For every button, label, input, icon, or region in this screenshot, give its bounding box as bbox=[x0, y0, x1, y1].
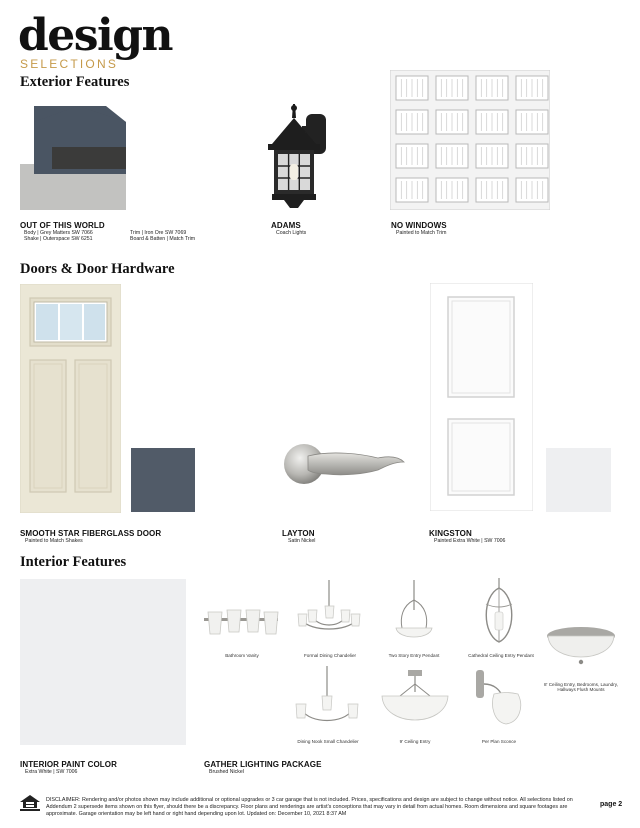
page-number: page 2 bbox=[600, 801, 623, 808]
bathroom-vanity-light-image bbox=[202, 606, 280, 640]
scheme-body: Body | Grey Matters SW 7066 bbox=[24, 230, 93, 236]
cathedral-pendant-image bbox=[480, 578, 518, 644]
logo-selections: SELECTIONS bbox=[20, 57, 119, 71]
disclaimer-text: DISCLAIMER: Rendering and/or photos shown may include additional or optional upgrades or 3 car garage that is not included. Prices, specifications and design are subject to change without notice. All selections listed on Addendum 2 supersede items shown on this flyer, should there be a discrepancy. Floor plans and renderings are artist's conceptions that may vary in detail from actual homes. Room dimensions and square footages are approximate. Garage orientation may be left hand or right hand depending upon lot. Updated on: December 10, 2021 8:37 AM bbox=[46, 797, 573, 817]
front-door-image bbox=[20, 284, 121, 513]
section-title-doors: Doors & Door Hardware bbox=[20, 261, 175, 277]
fixture-label-5: Dining Nook Small Chandelier bbox=[297, 739, 359, 744]
fixture-label-2: Two Story Entry Pendant bbox=[388, 653, 440, 658]
lighting-title: GATHER LIGHTING PACKAGE bbox=[204, 760, 322, 769]
interior-door-title: KINGSTON bbox=[429, 529, 472, 538]
equal-housing-icon bbox=[20, 795, 40, 811]
front-door-title: SMOOTH STAR FIBERGLASS DOOR bbox=[20, 529, 162, 538]
flush-mount-image bbox=[542, 624, 620, 674]
paint-sub: Extra White | SW 7006 bbox=[25, 769, 78, 775]
interior-door-sub: Painted Extra White | SW 7006 bbox=[434, 538, 506, 544]
garage-door-image bbox=[390, 70, 550, 210]
garage-sub: Painted to Match Trim bbox=[396, 230, 447, 236]
fixture-label-6: 9' Ceiling Entry bbox=[399, 739, 431, 744]
scheme-shake: Shake | Outerspace SW 6251 bbox=[24, 236, 93, 242]
sconce-image bbox=[472, 666, 526, 728]
body-swatch bbox=[20, 174, 126, 210]
house-color-scheme-image bbox=[20, 106, 126, 210]
front-door-sub: Painted to Match Shakes bbox=[25, 538, 83, 544]
trim-swatch bbox=[52, 147, 126, 169]
logo-design: design bbox=[18, 10, 173, 61]
fixture-label-1: Formal Dining Chandelier bbox=[303, 653, 357, 658]
scheme-title: OUT OF THIS WORLD bbox=[20, 221, 105, 230]
interior-paint-swatch bbox=[20, 579, 186, 745]
scheme-board-batten: Board & Batten | Match Trim bbox=[130, 236, 196, 242]
garage-title: NO WINDOWS bbox=[391, 221, 447, 230]
coach-light-image bbox=[262, 104, 328, 210]
ceiling-entry-light-image bbox=[380, 670, 450, 730]
fixture-label-3: Cathedral Ceiling Entry Pendant bbox=[468, 653, 534, 658]
formal-dining-chandelier-image bbox=[296, 580, 362, 646]
lighting-sub: Brushed Nickel bbox=[209, 769, 244, 775]
handle-title: LAYTON bbox=[282, 529, 315, 538]
fixture-label-7: Per Plan Sconce bbox=[481, 739, 517, 744]
light-title: ADAMS bbox=[271, 221, 301, 230]
interior-door-image bbox=[430, 283, 533, 511]
door-lever-image bbox=[282, 436, 408, 490]
paint-title: INTERIOR PAINT COLOR bbox=[20, 760, 117, 769]
fixture-label-0: Bathroom Vanity bbox=[225, 653, 259, 658]
two-story-pendant-image bbox=[392, 580, 436, 646]
section-title-interior: Interior Features bbox=[20, 554, 127, 570]
section-title-exterior: Exterior Features bbox=[20, 74, 130, 90]
dining-nook-chandelier-image bbox=[294, 666, 360, 734]
fixture-label-4: 8' Ceiling Entry, Bedrooms, Laundry, Hallways Flush Mounts bbox=[544, 682, 618, 693]
extra-white-swatch bbox=[546, 448, 611, 512]
shake-color-swatch bbox=[131, 448, 195, 512]
scheme-trim: Trim | Iron Ore SW 7069 bbox=[130, 230, 187, 236]
light-sub: Coach Lights bbox=[276, 230, 307, 236]
handle-sub: Satin Nickel bbox=[288, 538, 316, 544]
